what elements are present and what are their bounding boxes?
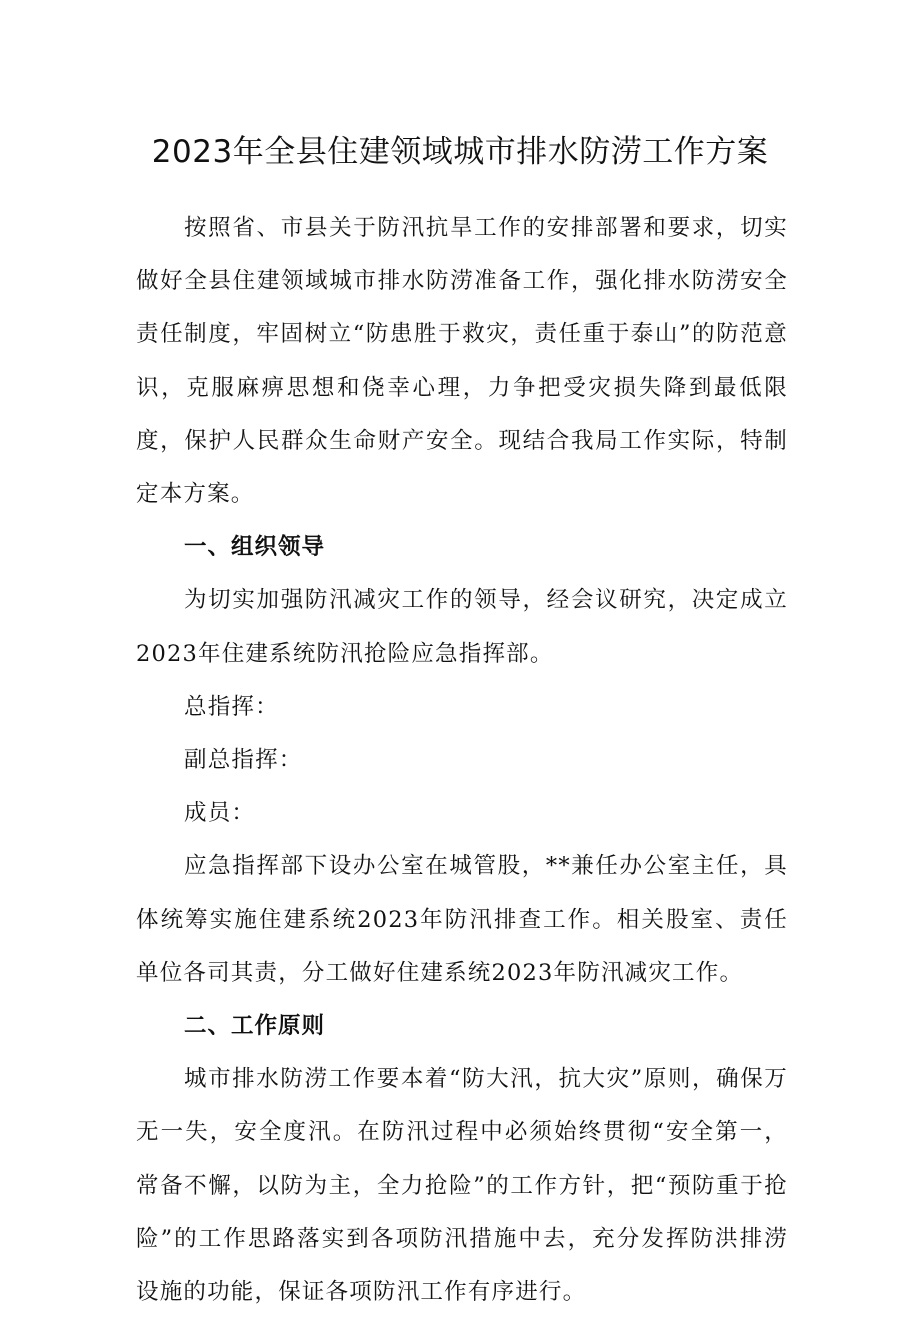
document-title: 2023年全县住建领域城市排水防涝工作方案 [151, 134, 769, 170]
intro-paragraph: 按照省、市县关于防汛抗旱工作的安排部署和要求，切实做好全县住建领域城市排水防涝准备工作，强化排水防涝安全责任制度，牢固树立“防患胜于救灾，责任重于泰山”的防范意识，克服麻痹思想和侥幸心理，力争把受灾损失降到最低限度，保护人民群众生命财产安全。现结合我局工作实际，特制定本方案。 [136, 215, 788, 508]
organization-paragraph: 为切实加强防汛减灾工作的领导，经会议研究，决定成立2023年住建系统防汛抢险应急指挥部。 [136, 587, 788, 667]
document-body [136, 202, 788, 1319]
section-heading-organization: 一、组织领导 [184, 534, 326, 561]
commander-line: 总指挥： [184, 693, 279, 720]
section-heading-principles: 二、工作原则 [184, 1013, 326, 1040]
principles-paragraph: 城市排水防涝工作要本着“防大汛，抗大灾”原则，确保万无一失，安全度汛。在防汛过程中必须始终贯彻“安全第一，常备不懈，以防为主，全力抢险”的工作方针，把“预防重于抢险”的工作思路落实到各项防汛措施中去，充分发挥防洪排涝设施的功能，保证各项防汛工作有序进行。 [136, 1066, 788, 1306]
office-paragraph: 应急指挥部下设办公室在城管股，**兼任办公室主任，具体统筹实施住建系统2023年防汛排查工作。相关股室、责任单位各司其责，分工做好住建系统2023年防汛减灾工作。 [136, 853, 788, 986]
deputy-commander-line: 副总指挥： [184, 747, 303, 774]
members-line: 成员： [184, 800, 256, 827]
